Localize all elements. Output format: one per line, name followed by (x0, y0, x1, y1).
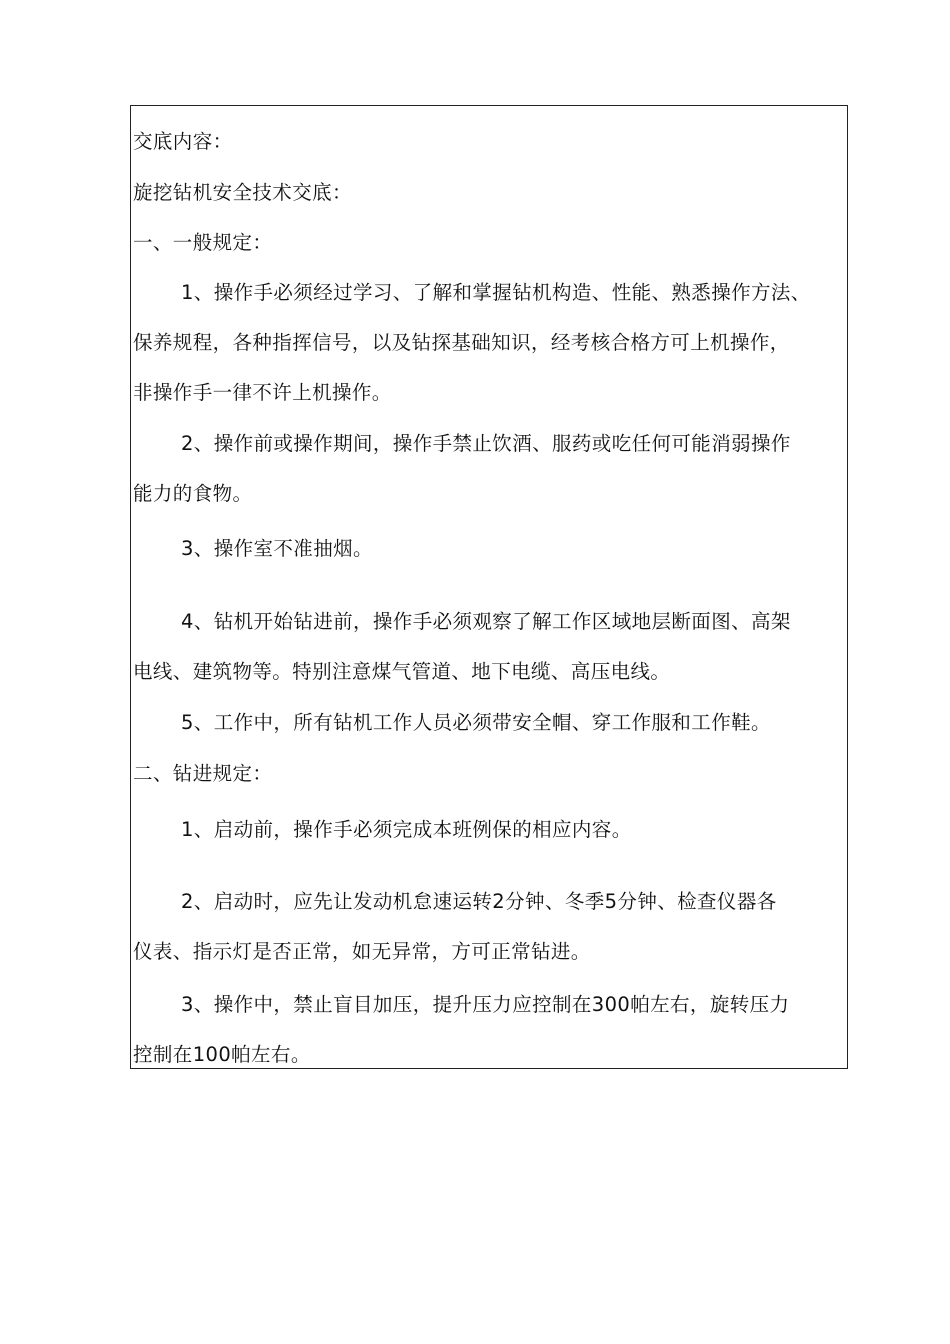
content-header: 交底内容： (133, 130, 233, 153)
section1-item1-line1: 1、操作手必须经过学习、了解和掌握钻机构造、性能、熟悉操作方法、 (181, 281, 811, 304)
section1-item1-line3: 非操作手一律不许上机操作。 (133, 381, 392, 404)
section2-item2-line2: 仪表、指示灯是否正常，如无异常，方可正常钻进。 (133, 940, 591, 963)
section1-item4-line1: 4、钻机开始钻进前，操作手必须观察了解工作区域地层断面图、高架 (181, 610, 791, 633)
section1-item2-line2: 能力的食物。 (133, 482, 253, 505)
section2-item2-line1: 2、启动时，应先让发动机怠速运转2分钟、冬季5分钟、检查仪器各 (181, 890, 777, 913)
document-title: 旋挖钻机安全技术交底： (133, 181, 352, 204)
section1-item3-line1: 3、操作室不准抽烟。 (181, 537, 373, 560)
section1-item5-line1: 5、工作中，所有钻机工作人员必须带安全帽、穿工作服和工作鞋。 (181, 711, 771, 734)
section1-item2-line1: 2、操作前或操作期间，操作手禁止饮酒、服药或吃任何可能消弱操作 (181, 432, 791, 455)
document-frame (130, 105, 848, 1069)
section2-item3-line2: 控制在100帕左右。 (133, 1043, 311, 1066)
section2-item3-line1: 3、操作中，禁止盲目加压，提升压力应控制在300帕左右，旋转压力 (181, 993, 790, 1016)
section1-item1-line2: 保养规程，各种指挥信号，以及钻探基础知识，经考核合格方可上机操作， (133, 331, 790, 354)
section1-heading: 一、一般规定： (133, 231, 273, 254)
section2-heading: 二、钻进规定： (133, 762, 273, 785)
section1-item4-line2: 电线、建筑物等。特别注意煤气管道、地下电缆、高压电线。 (133, 660, 671, 683)
section2-item1-line1: 1、启动前，操作手必须完成本班例保的相应内容。 (181, 818, 632, 841)
